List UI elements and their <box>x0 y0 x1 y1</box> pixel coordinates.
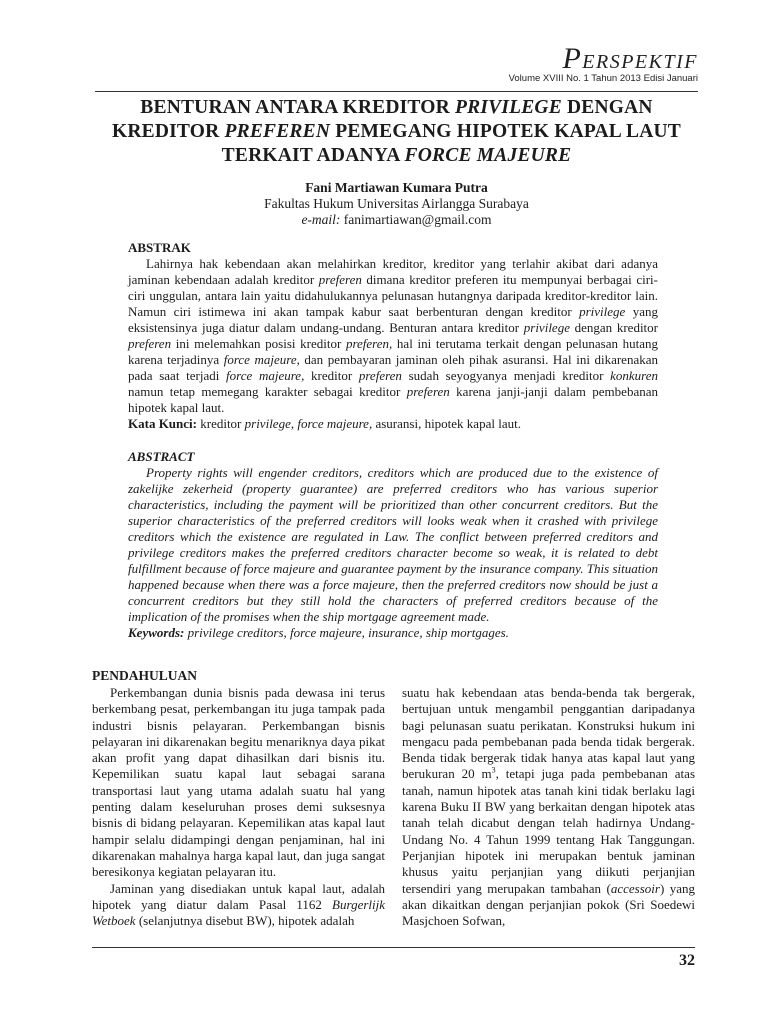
abstract-heading: ABSTRACT <box>128 449 195 464</box>
author-block <box>95 180 698 228</box>
paragraph: Jaminan yang disediakan untuk kapal laut, adalah hipotek yang diatur dalam Pasal 1162 Burgerlijk Wetboek (selanjutnya disebut BW), hipotek adalah <box>92 880 385 929</box>
abstract-text: Property rights will engender creditors, creditors which are produced due to the existence of zakelijke zekerheid (property guarantee) are preferred creditors who has various superior characteristics, including the payment will be prioritized than other concurrent creditors. But the superior characteristics of the preferred creditors will looks weak when it crashed with privilege creditors which the existence are regulated in Law. The conflict between preferred creditors and privilege creditors makes the preferred creditors character become so weak, it is related to debt fulfillment because of force majeure and guarantee payment by the insurance company. This situation happened because when there was a force majeure, then the preferred creditors now should be just a concurrent creditors but they still hold the characters of preferred creditors because of the implication of the promises when the ship mortgage agreement made. <box>128 465 658 624</box>
author-affiliation: Fakultas Hukum Universitas Airlangga Surabaya <box>264 196 529 211</box>
body-column-right <box>402 685 695 929</box>
abstrak-heading: ABSTRAK <box>128 240 191 255</box>
paragraph: Perkembangan dunia bisnis pada dewasa ini terus berkembang pesat, perkembangan itu juga tampak pada industri bisnis pelayaran. Perkembangan bisnis pelayaran ini dikarenakan begitu menariknya daya pikat akan profit yang dapat dihasilkan dari bisnis itu. Kepemilikan suatu kapal laut sebagai sarana transportasi laut yang utama adalah suatu hal yang penting dalam keseluruhan proses demi suksesnya bisnis di bidang pelayaran. Kepemilikan atas kapal laut hampir selalu didampingi dengan penjaminan, hal ini dikarenakan mahalnya harga kapal laut, dan juga sangat beresikonya kegiatan pelayaran itu. <box>92 685 385 880</box>
author-email: e-mail: fanimartiawan@gmail.com <box>301 212 492 227</box>
abstrak-section <box>128 240 658 432</box>
section-heading-pendahuluan: PENDAHULUAN <box>92 668 198 683</box>
page-number: 32 <box>679 952 695 969</box>
article-title: BENTURAN ANTARA KREDITOR PRIVILEGE DENGAN KREDITOR PREFEREN PEMEGANG HIPOTEK KAPAL LAUT TERKAIT ADANYA FORCE MAJEURE <box>111 97 681 166</box>
footer-divider <box>92 947 695 948</box>
journal-volume: Volume XVIII No. 1 Tahun 2013 Edisi Januari <box>508 73 698 84</box>
keywords: Keywords: privilege creditors, force majeure, insurance, ship mortgages. <box>128 625 509 640</box>
paragraph: suatu hak kebendaan atas benda-benda tak bergerak, bertujuan untuk mengambil penggantian daripadanya bagi pelunasan suatu perikatan. Konstruksi hukum ini mengacu pada pembebanan pada benda tidak bergerak. Benda tidak bergerak tidak hanya atas kapal laut yang berukuran 20 $m^3$, tetapi juga pada pembebanan atas tanah, namun hipotek atas tanah kini tidak berlaku lagi karena Buku II BW yang berkaitan dengan hipotek atas tanah telah dicabut dengan telah hadirnya Undang-Undang No. 4 Tahun 1999 tentang Hak Tanggungan. Perjanjian hipotek ini merupakan bentuk jaminan khusus yaitu perjanjian yang diikuti perjanjian tersendiri yang merupakan tambahan (accessoir) yang akan dikaitkan dengan perjanjian pokok (Sri Soedewi Masjchoen Sofwan, <box>402 685 695 929</box>
journal-name: PERSPEKTIF <box>562 42 698 75</box>
journal-masthead <box>508 42 698 84</box>
abstract-section <box>128 449 658 641</box>
header-divider <box>95 91 698 92</box>
kata-kunci: Kata Kunci: kreditor privilege, force majeure, asuransi, hipotek kapal laut. <box>128 416 521 431</box>
body-column-left <box>92 685 385 929</box>
abstrak-text: Lahirnya hak kebendaan akan melahirkan kreditor, kreditor yang terlahir akibat dari adanya jaminan kebendaan adalah kreditor preferen dimana kreditor preferen itu mempunyai berbagai ciri-ciri unggulan, antara lain yaitu didahulukannya pelunasan hutangnya daripada kreditor-kreditor lain. Namun ciri istimewa ini akan tampak kabur saat berbenturan dengan kreditor privilege yang eksistensinya juga diatur dalam undang-undang. Benturan antara kreditor privilege dengan kreditor preferen ini melemahkan posisi kreditor preferen, hal ini terutama terkait dengan pelunasan hutang karena terjadinya force majeure, dan pembayaran jaminan oleh pihak asuransi. Hal ini dikarenakan pada saat terjadi force majeure, kreditor preferen sudah seyogyanya menjadi kreditor konkuren namun tetap memegang karakter sebagai kreditor preferen karena janji-janji dalam pembebanan hipotek kapal laut. <box>128 256 659 415</box>
author-name: Fani Martiawan Kumara Putra <box>305 180 488 195</box>
